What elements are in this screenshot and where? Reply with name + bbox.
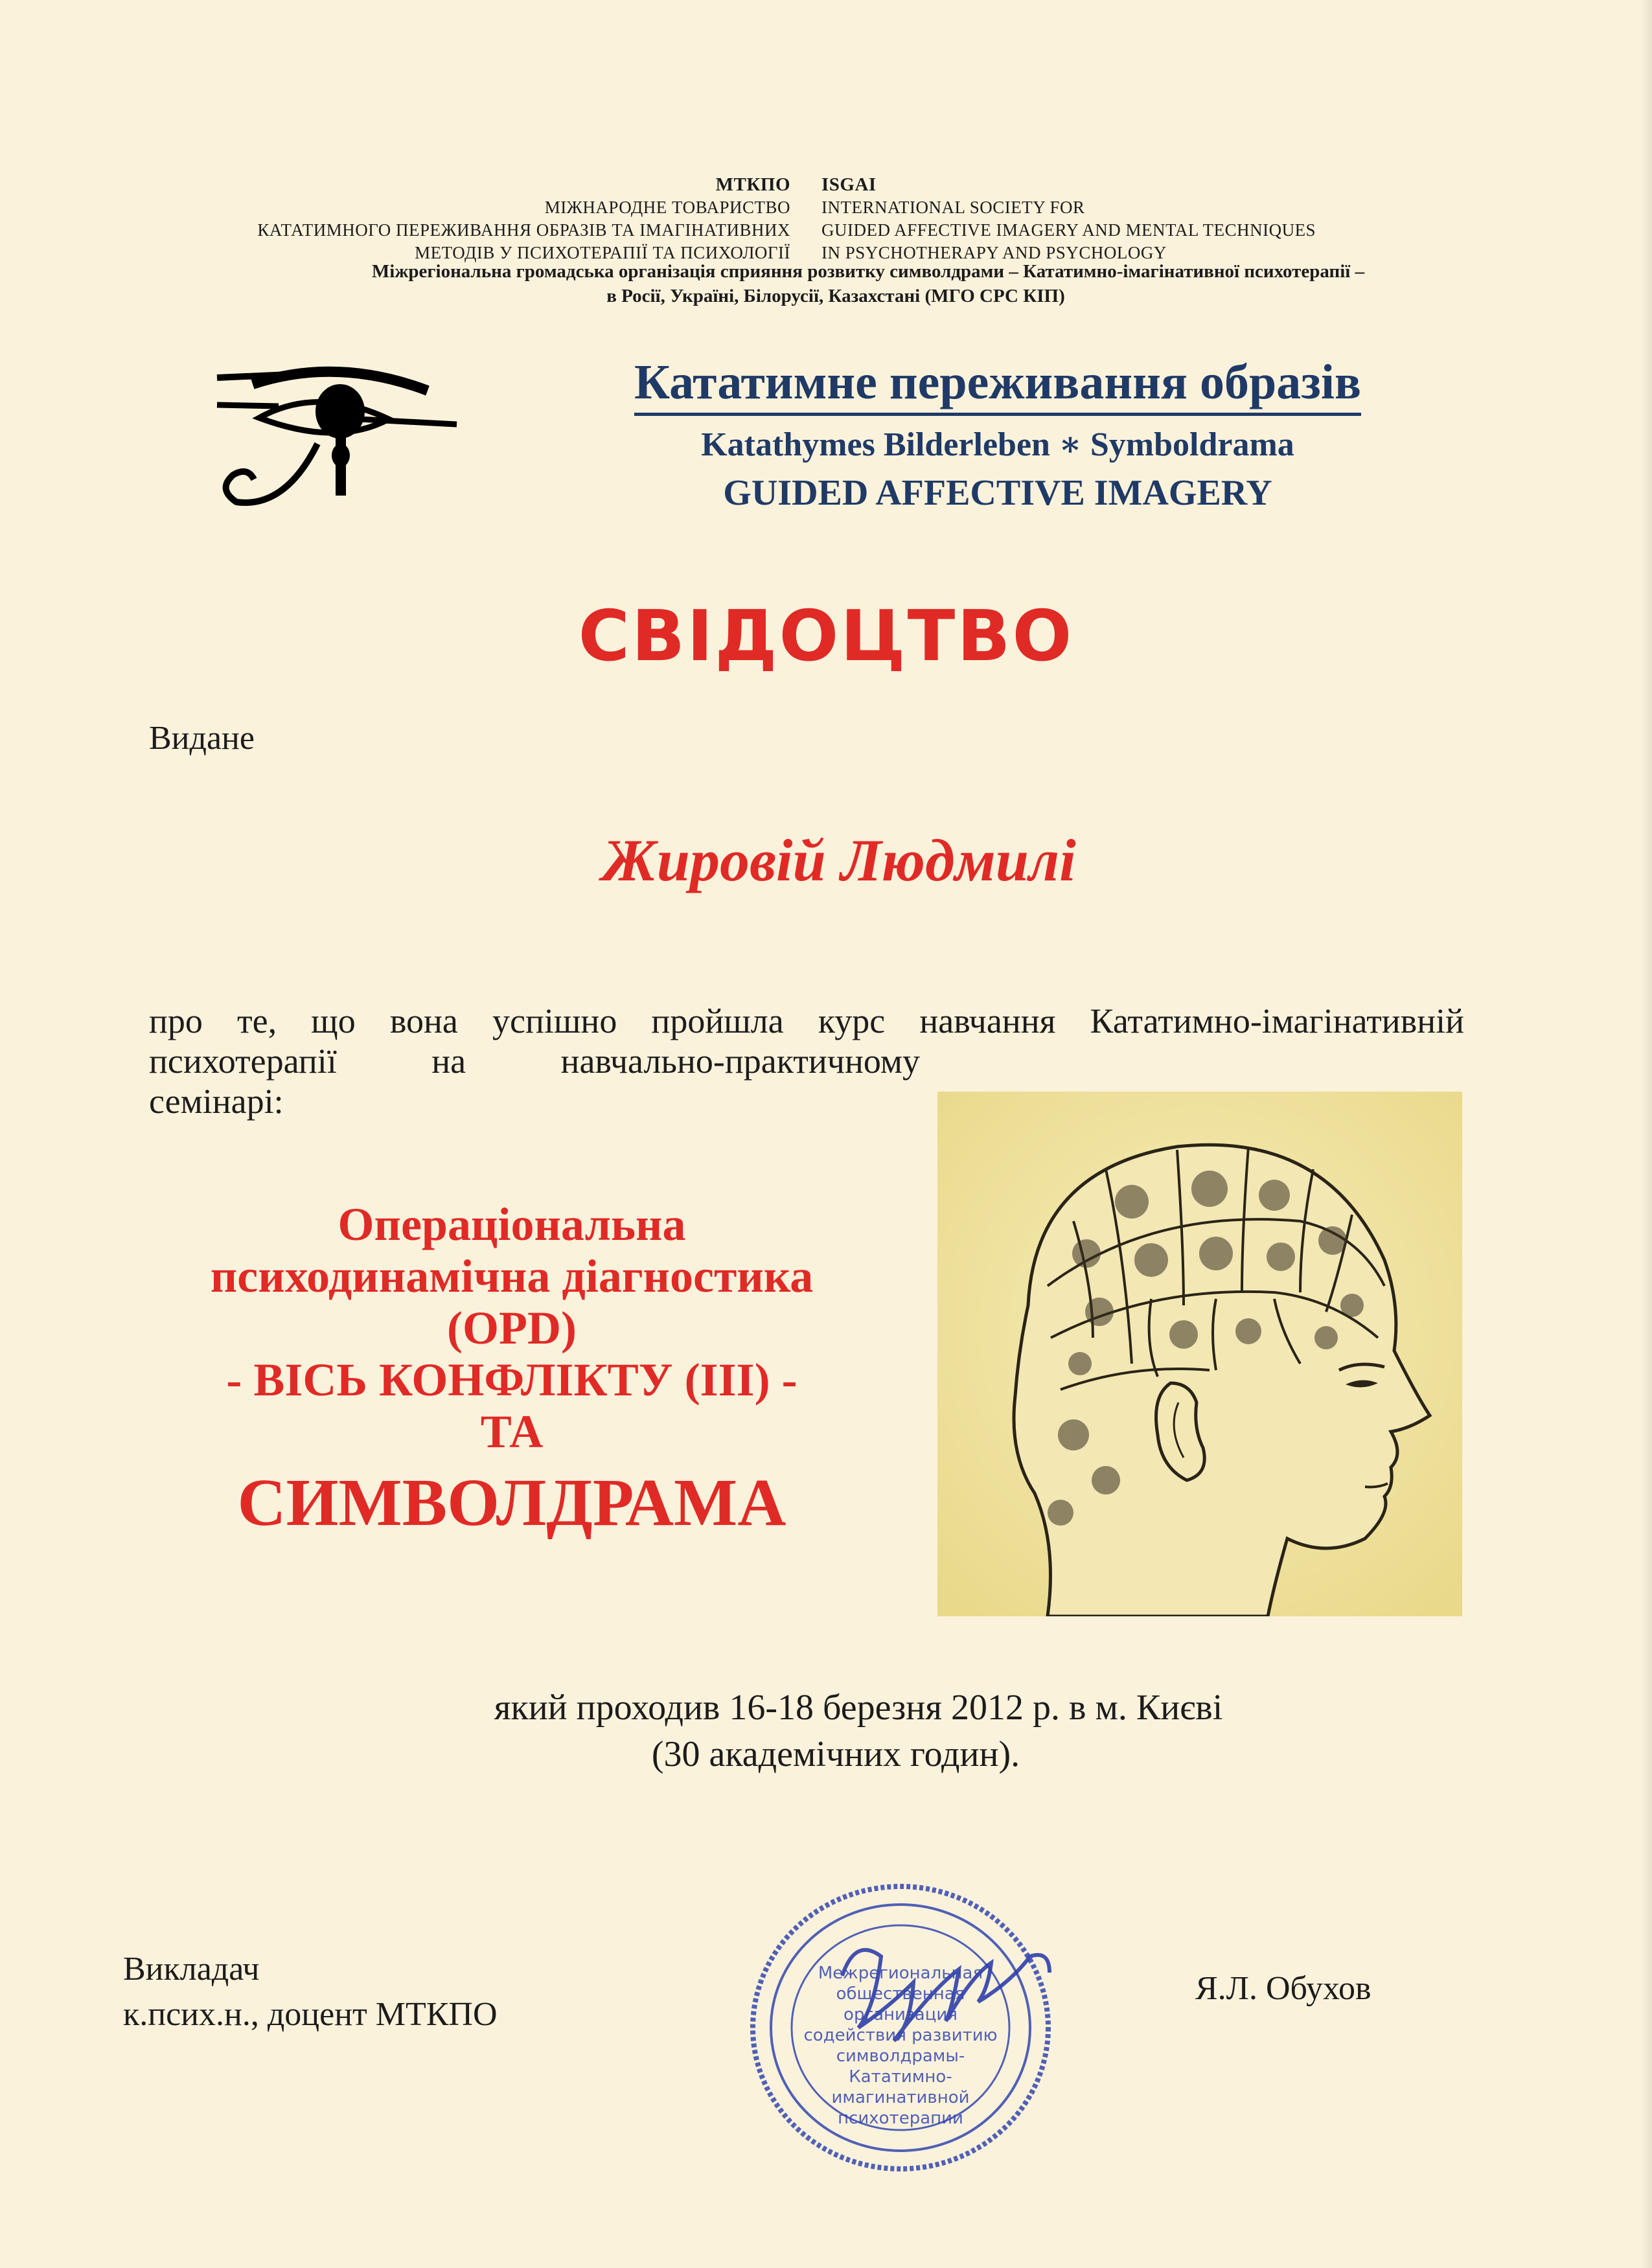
paper-edge	[1640, 0, 1652, 2268]
course-title	[155, 1198, 868, 1542]
dates-line: який проходив 16-18 березня 2012 р. в м. Києві	[494, 1688, 1223, 1728]
lecturer-name: Я.Л. Обухов	[1195, 1970, 1371, 2007]
hours-line: (30 академічних годин).	[651, 1734, 1020, 1774]
stamp-line: психотерапии	[838, 2109, 963, 2128]
org-line-1: Міжрегіональна громадська організація сприяння розвитку символдрами – Кататимно-імагінативної психотерапії –	[371, 261, 1365, 282]
statement-line: про те, що вона успішно пройшла курс навчання Кататимно-імагінативній	[149, 1002, 1464, 1040]
stamp-text	[790, 1963, 1011, 2129]
lecturer-degree: к.псих.н., доцент МТКПО	[123, 1996, 498, 2033]
stamp-line: Кататимно-имагинативной	[831, 2067, 970, 2107]
brand-title: Кататимне переживання образів	[634, 353, 1361, 416]
course-line: психодинамічна діагностика	[210, 1250, 814, 1302]
stamp-line: символдрамы-	[836, 2046, 965, 2066]
stamp-line: Межрегиональная	[818, 1964, 983, 1983]
eye-of-horus-icon	[207, 347, 466, 515]
header-right-block	[821, 174, 1316, 264]
course-dates	[0, 1684, 1652, 1778]
header-right-line: INTERNATIONAL SOCIETY FOR	[821, 198, 1085, 217]
course-line: ТА	[480, 1406, 544, 1458]
header-left-line: КАТАТИМНОГО ПЕРЕЖИВАННЯ ОБРАЗІВ ТА ІМАГІНАТИВНИХ	[257, 220, 790, 240]
course-line: Операціональна	[338, 1198, 686, 1250]
course-line-emphasis: СИМВОЛДРАМА	[237, 1465, 786, 1540]
header-left-line: МЕТОДІВ У ПСИХОТЕРАПІЇ ТА ПСИХОЛОГІЇ	[415, 243, 790, 262]
header-right-line: IN PSYCHOTHERAPY AND PSYCHOLOGY	[821, 243, 1167, 262]
certificate-title: СВІДОЦТВО	[578, 596, 1074, 677]
stamp-line: содействия развитию	[803, 2026, 998, 2045]
brand-subtitle-english: GUIDED AFFECTIVE IMAGERY	[723, 473, 1272, 513]
header-left-line: МІЖНАРОДНЕ ТОВАРИСТВО	[544, 198, 790, 217]
issued-label: Видане	[149, 720, 255, 757]
recipient-name: Жировій Людмилі	[602, 827, 1076, 893]
header-left-abbr: МТКПО	[715, 174, 790, 195]
header-right-abbr: ISGAI	[821, 174, 877, 195]
lecturer-block	[123, 1947, 498, 2037]
stamp-line: общественная организация	[836, 1984, 965, 2024]
statement-line: психотерапії на навчально-практичному	[149, 1042, 920, 1081]
brand-subtitle: Katathymes Bilderleben ∗ Symboldrama	[701, 426, 1294, 463]
phrenology-head-illustration	[937, 1092, 1462, 1616]
course-line: - ВІСЬ КОНФЛІКТУ (ІІІ) -	[226, 1354, 797, 1406]
brand-block	[505, 353, 1490, 517]
course-line: (OPD)	[447, 1302, 577, 1354]
statement-line: семінарі:	[149, 1082, 284, 1121]
header-right-line: GUIDED AFFECTIVE IMAGERY AND MENTAL TECHNIQUES	[821, 220, 1316, 240]
header-left-block	[257, 174, 790, 264]
header-organization-name	[0, 259, 1652, 308]
lecturer-role: Викладач	[123, 1951, 260, 1987]
org-line-2: в Росії, Україні, Білорусії, Казахстані (МГО СРС КІП)	[606, 286, 1065, 306]
